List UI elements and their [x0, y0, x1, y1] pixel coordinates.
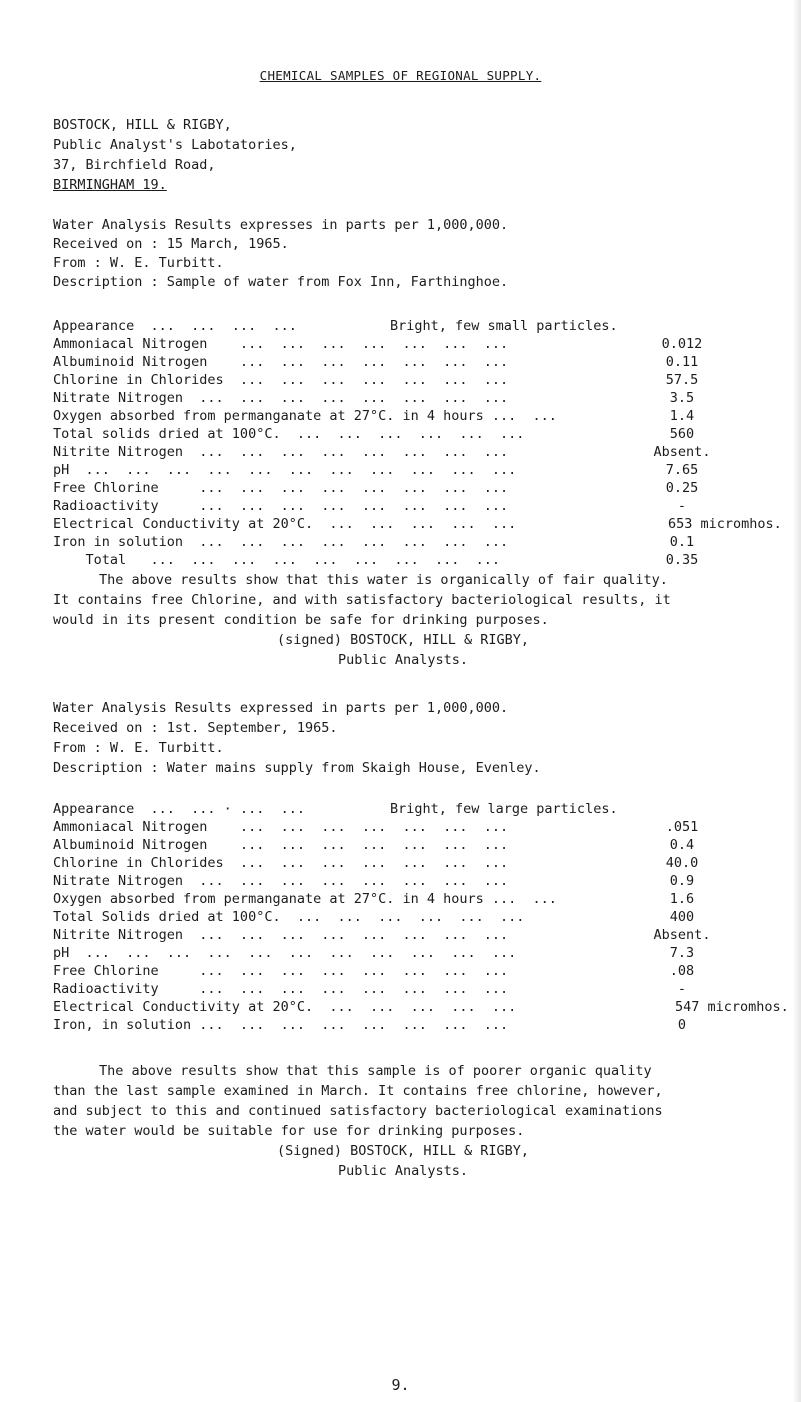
row-value: 0.012	[661, 336, 703, 352]
conclusion-line: than the last sample examined in March. It contains free chlorine, however,	[53, 1083, 663, 1099]
row-label: Chlorine in Chlorides ... ... ... ... ... ... ...	[53, 372, 509, 388]
address-line: Public Analyst's Labotatories,	[53, 137, 297, 153]
table-row	[53, 801, 798, 818]
row-label: Ammoniacal Nitrogen ... ... ... ... ... ... ...	[53, 819, 509, 835]
row-value: 0.25	[665, 480, 699, 496]
row-value: .051	[665, 819, 699, 835]
row-value: 560	[669, 426, 695, 442]
row-value: 7.65	[665, 462, 699, 478]
conclusion-line: the water would be suitable for use for drinking purposes.	[53, 1123, 525, 1139]
table-row	[53, 336, 798, 353]
page-title: CHEMICAL SAMPLES OF REGIONAL SUPPLY.	[259, 68, 542, 83]
report1-header-line: Description : Sample of water from Fox Inn, Farthinghoe.	[53, 274, 509, 290]
row-label: Radioactivity ... ... ... ... ... ... ... ...	[53, 981, 509, 997]
row-value: Absent.	[653, 444, 711, 460]
row-label: Electrical Conductivity at 20°C. ... ... ... ... ...	[53, 999, 517, 1015]
table-row	[53, 426, 798, 443]
row-value: Absent.	[653, 927, 711, 943]
row-label: Total solids dried at 100°C. ... ... ... ... ... ...	[53, 426, 525, 442]
row-label: Nitrate Nitrogen ... ... ... ... ... ... ... ...	[53, 390, 509, 406]
signature-line: (signed) BOSTOCK, HILL & RIGBY,	[277, 632, 529, 648]
address-line: BIRMINGHAM 19.	[53, 177, 167, 193]
row-label: Appearance ... ... · ... ...	[53, 801, 305, 817]
row-label: Radioactivity ... ... ... ... ... ... ... ...	[53, 498, 509, 514]
table-row	[53, 945, 798, 962]
table-row	[53, 999, 798, 1016]
row-label: Oxygen absorbed from permanganate at 27°C. in 4 hours ... ...	[53, 891, 557, 907]
report2-conclusion	[53, 1061, 753, 1181]
row-value: 1.6	[669, 891, 695, 907]
conclusion-line: would in its present condition be safe for drinking purposes.	[53, 612, 549, 628]
signature-line: (Signed) BOSTOCK, HILL & RIGBY,	[277, 1143, 529, 1159]
row-label: Ammoniacal Nitrogen ... ... ... ... ... ... ...	[53, 336, 509, 352]
row-value: 0.11	[665, 354, 699, 370]
row-value: 0.9	[669, 873, 695, 889]
conclusion-line: and subject to this and continued satisfactory bacteriological examinations	[53, 1103, 663, 1119]
row-value: -	[677, 498, 687, 514]
row-label: Nitrite Nitrogen ... ... ... ... ... ... ... ...	[53, 927, 509, 943]
row-value: 7.3	[669, 945, 695, 961]
row-value: 0.1	[669, 534, 695, 550]
row-value: 653 micromhos.	[668, 516, 782, 532]
table-row	[53, 318, 798, 335]
table-row	[53, 462, 798, 479]
address-line: 37, Birchfield Road,	[53, 157, 216, 173]
table-row	[53, 552, 798, 569]
row-value: 57.5	[665, 372, 699, 388]
table-row	[53, 819, 798, 836]
conclusion-line: It contains free Chlorine, and with satisfactory bacteriological results, it	[53, 592, 671, 608]
report2-header-line: Received on : 1st. September, 1965.	[53, 720, 338, 736]
signature-role: Public Analysts.	[337, 652, 469, 668]
page-number: 9.	[391, 1376, 410, 1394]
table-row	[53, 372, 798, 389]
row-label: pH ... ... ... ... ... ... ... ... ... ... ...	[53, 462, 517, 478]
table-row	[53, 480, 798, 497]
conclusion-line: The above results show that this water is organically of fair quality.	[99, 572, 668, 588]
row-value: 40.0	[665, 855, 699, 871]
address-line: BOSTOCK, HILL & RIGBY,	[53, 117, 232, 133]
row-label: Oxygen absorbed from permanganate at 27°C. in 4 hours ... ...	[53, 408, 557, 424]
table-row	[53, 444, 798, 461]
row-label: Chlorine in Chlorides ... ... ... ... ... ... ...	[53, 855, 509, 871]
row-label: Nitrite Nitrogen ... ... ... ... ... ... ... ...	[53, 444, 509, 460]
row-description: Bright, few large particles.	[390, 801, 618, 817]
table-row	[53, 516, 798, 533]
table-row	[53, 909, 798, 926]
table-row	[53, 837, 798, 854]
table-row	[53, 1017, 798, 1034]
report2-header-line: Description : Water mains supply from Skaigh House, Evenley.	[53, 760, 541, 776]
report1-header-line: From : W. E. Turbitt.	[53, 255, 224, 271]
table-row	[53, 354, 798, 371]
row-value: 0.35	[665, 552, 699, 568]
row-description: Bright, few small particles.	[390, 318, 618, 334]
row-value: 0	[677, 1017, 687, 1033]
table-row	[53, 534, 798, 551]
row-label: Free Chlorine ... ... ... ... ... ... ... ...	[53, 480, 509, 496]
conclusion-line: The above results show that this sample is of poorer organic quality	[99, 1063, 652, 1079]
table-row	[53, 927, 798, 944]
row-label: pH ... ... ... ... ... ... ... ... ... ... ...	[53, 945, 517, 961]
table-row	[53, 981, 798, 998]
report1-header-line: Water Analysis Results expresses in parts per 1,000,000.	[53, 217, 509, 233]
report2-header-line: Water Analysis Results expressed in parts per 1,000,000.	[53, 700, 509, 716]
row-label: Albuminoid Nitrogen ... ... ... ... ... ... ...	[53, 837, 509, 853]
row-label: Iron, in solution ... ... ... ... ... ... ... ...	[53, 1017, 509, 1033]
row-label: Albuminoid Nitrogen ... ... ... ... ... ... ...	[53, 354, 509, 370]
row-label: Nitrate Nitrogen ... ... ... ... ... ... ... ...	[53, 873, 509, 889]
table-row	[53, 855, 798, 872]
row-value: -	[677, 981, 687, 997]
signature-role: Public Analysts.	[337, 1163, 469, 1179]
table-row	[53, 408, 798, 425]
row-value: 0.4	[669, 837, 695, 853]
row-value: .08	[669, 963, 695, 979]
row-label: Total ... ... ... ... ... ... ... ... ...	[53, 552, 501, 568]
row-label: Electrical Conductivity at 20°C. ... ... ... ... ...	[53, 516, 517, 532]
row-label: Appearance ... ... ... ...	[53, 318, 297, 334]
report2-header-line: From : W. E. Turbitt.	[53, 740, 224, 756]
page-edge-shadow	[793, 0, 801, 1402]
row-value: 547 micromhos.	[675, 999, 789, 1015]
row-value: 3.5	[669, 390, 695, 406]
report1-header-line: Received on : 15 March, 1965.	[53, 236, 289, 252]
row-label: Free Chlorine ... ... ... ... ... ... ... ...	[53, 963, 509, 979]
table-row	[53, 891, 798, 908]
row-value: 400	[669, 909, 695, 925]
row-label: Total Solids dried at 100°C. ... ... ... ... ... ...	[53, 909, 525, 925]
report1-conclusion	[53, 570, 753, 670]
table-row	[53, 498, 798, 515]
table-row	[53, 963, 798, 980]
table-row	[53, 873, 798, 890]
table-row	[53, 390, 798, 407]
row-label: Iron in solution ... ... ... ... ... ... ... ...	[53, 534, 509, 550]
row-value: 1.4	[669, 408, 695, 424]
